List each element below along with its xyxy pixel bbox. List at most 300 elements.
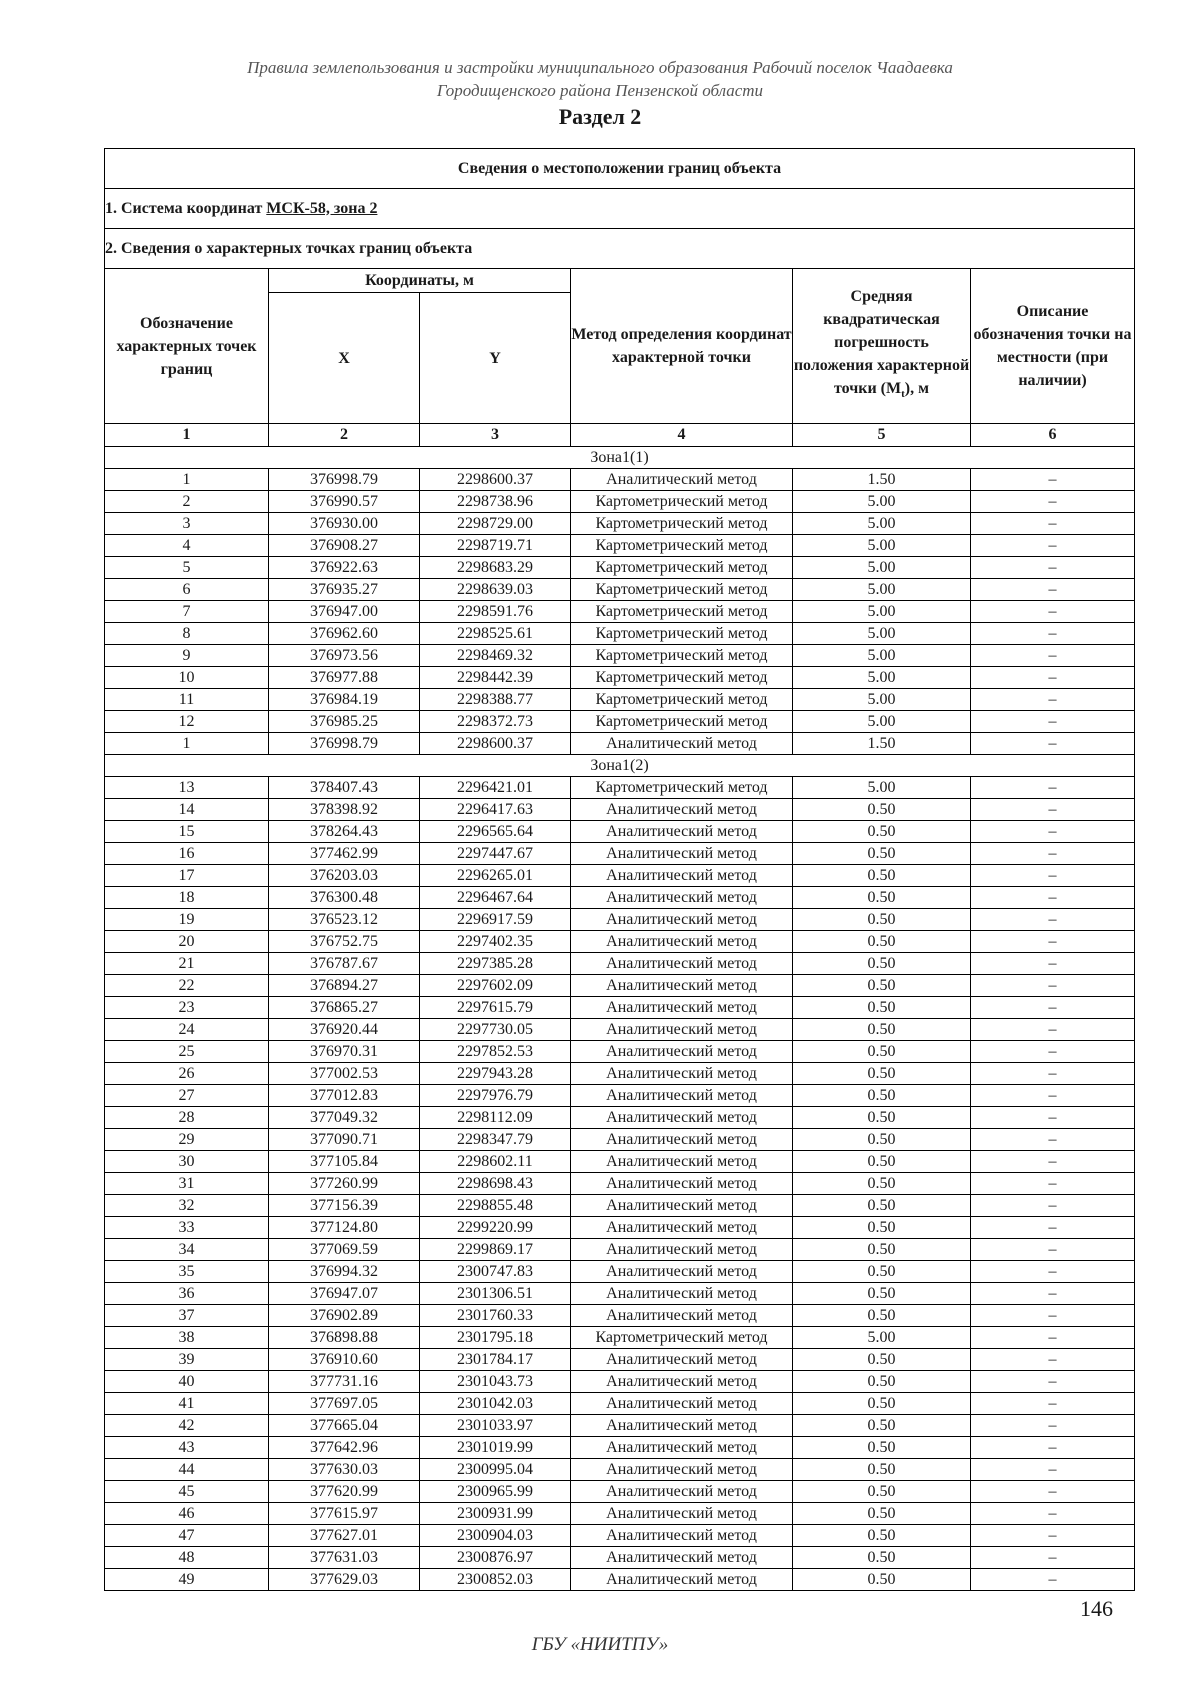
coord-x: 376962.60 [269,623,420,645]
method: Картометрический метод [571,667,793,689]
description: – [971,1195,1135,1217]
description: – [971,1349,1135,1371]
point-id: 27 [105,1085,269,1107]
coord-x: 376970.31 [269,1041,420,1063]
method: Аналитический метод [571,1393,793,1415]
point-id: 24 [105,1019,269,1041]
coord-y: 2298738.96 [420,491,571,513]
error: 0.50 [793,975,971,997]
coord-y: 2300931.99 [420,1503,571,1525]
error: 5.00 [793,535,971,557]
description: – [971,535,1135,557]
coord-x: 377630.03 [269,1459,420,1481]
coord-x: 376908.27 [269,535,420,557]
table-row [105,1261,1135,1283]
coord-x: 376935.27 [269,579,420,601]
table-row [105,1327,1135,1349]
coord-x: 377665.04 [269,1415,420,1437]
column-number: 5 [793,424,971,447]
column-number: 3 [420,424,571,447]
table-row [105,909,1135,931]
description: – [971,1151,1135,1173]
table-row [105,645,1135,667]
description: – [971,1239,1135,1261]
description: – [971,469,1135,491]
column-number: 1 [105,424,269,447]
error: 0.50 [793,865,971,887]
point-id: 13 [105,777,269,799]
method: Аналитический метод [571,469,793,491]
point-id: 47 [105,1525,269,1547]
description: – [971,513,1135,535]
coord-y: 2300876.97 [420,1547,571,1569]
table-row [105,1129,1135,1151]
point-id: 26 [105,1063,269,1085]
error: 5.00 [793,513,971,535]
point-id: 38 [105,1327,269,1349]
point-id: 30 [105,1151,269,1173]
coord-x: 378264.43 [269,821,420,843]
coord-y: 2298683.29 [420,557,571,579]
coord-x: 377731.16 [269,1371,420,1393]
method: Картометрический метод [571,535,793,557]
coord-system-value: МСК-58, зона 2 [266,199,378,217]
error: 0.50 [793,1547,971,1569]
point-id: 3 [105,513,269,535]
method: Аналитический метод [571,931,793,953]
error: 0.50 [793,1261,971,1283]
method: Картометрический метод [571,711,793,733]
coord-y: 2298347.79 [420,1129,571,1151]
error: 5.00 [793,1327,971,1349]
point-id: 40 [105,1371,269,1393]
document-header-line1: Правила землепользования и застройки муниципального образования Рабочий поселок Чаадаевка [247,58,953,77]
table-row [105,1569,1135,1591]
method: Аналитический метод [571,887,793,909]
error: 0.50 [793,1349,971,1371]
description: – [971,1283,1135,1305]
method: Картометрический метод [571,1327,793,1349]
description: – [971,689,1135,711]
method: Аналитический метод [571,909,793,931]
description: – [971,975,1135,997]
point-id: 36 [105,1283,269,1305]
document-header-line2: Городищенского района Пензенской области [436,81,764,100]
method: Аналитический метод [571,865,793,887]
error: 0.50 [793,1415,971,1437]
coord-y: 2296265.01 [420,865,571,887]
point-id: 6 [105,579,269,601]
coord-y: 2298855.48 [420,1195,571,1217]
method: Аналитический метод [571,1217,793,1239]
description: – [971,997,1135,1019]
column-number: 6 [971,424,1135,447]
table-row [105,1503,1135,1525]
coord-y: 2301306.51 [420,1283,571,1305]
description: – [971,1063,1135,1085]
method: Картометрический метод [571,601,793,623]
description: – [971,1261,1135,1283]
method: Аналитический метод [571,1129,793,1151]
point-id: 1 [105,469,269,491]
table-row [105,1371,1135,1393]
zone-label: Зона1(2) [105,755,1135,777]
method: Аналитический метод [571,1415,793,1437]
table-row [105,1217,1135,1239]
point-id: 23 [105,997,269,1019]
section-title: Раздел 2 [558,104,642,129]
column-number: 4 [571,424,793,447]
point-id: 16 [105,843,269,865]
point-id: 15 [105,821,269,843]
point-id: 4 [105,535,269,557]
description: – [971,1305,1135,1327]
table-row [105,1283,1135,1305]
description: – [971,931,1135,953]
method: Аналитический метод [571,1547,793,1569]
col-header-error: Средняя квадратическая погрешность положения характерной точки $(M_t)$, м [793,269,971,424]
point-id: 20 [105,931,269,953]
table-row [105,843,1135,865]
coord-y: 2300747.83 [420,1261,571,1283]
coord-x: 376902.89 [269,1305,420,1327]
table-row [105,887,1135,909]
method: Аналитический метод [571,821,793,843]
table-row [105,1349,1135,1371]
coord-x: 376865.27 [269,997,420,1019]
coord-y: 2298372.73 [420,711,571,733]
description: – [971,1107,1135,1129]
point-id: 9 [105,645,269,667]
point-id: 35 [105,1261,269,1283]
coord-y: 2297602.09 [420,975,571,997]
coord-x: 376977.88 [269,667,420,689]
coord-y: 2300965.99 [420,1481,571,1503]
coord-y: 2298729.00 [420,513,571,535]
table-row [105,1547,1135,1569]
table-row [105,975,1135,997]
table-row [105,579,1135,601]
coord-y: 2298469.32 [420,645,571,667]
table-row [105,1305,1135,1327]
table-row [105,1239,1135,1261]
error: 0.50 [793,931,971,953]
coord-x: 376920.44 [269,1019,420,1041]
point-id: 31 [105,1173,269,1195]
error: 5.00 [793,579,971,601]
col-header-designation: Обозначение характерных точек границ [105,269,269,424]
column-numbers-row [105,424,1135,447]
method: Картометрический метод [571,557,793,579]
description: – [971,733,1135,755]
table-row [105,1173,1135,1195]
coord-x: 376300.48 [269,887,420,909]
table-row [105,1041,1135,1063]
error: 0.50 [793,1305,971,1327]
coord-x: 377156.39 [269,1195,420,1217]
point-id: 17 [105,865,269,887]
description: – [971,1217,1135,1239]
coord-y: 2298600.37 [420,469,571,491]
coord-y: 2298602.11 [420,1151,571,1173]
description: – [971,491,1135,513]
method: Аналитический метод [571,1063,793,1085]
coord-x: 377049.32 [269,1107,420,1129]
coord-y: 2301033.97 [420,1415,571,1437]
coord-system-row [105,189,1135,229]
coord-x: 377069.59 [269,1239,420,1261]
table-row [105,733,1135,755]
zone-label: Зона1(1) [105,447,1135,469]
point-id: 8 [105,623,269,645]
point-id: 34 [105,1239,269,1261]
coord-y: 2298525.61 [420,623,571,645]
description: – [971,843,1135,865]
coord-system-label: 1. Система координат [105,199,267,217]
table-row [105,821,1135,843]
error: 5.00 [793,667,971,689]
zone-row [105,755,1135,777]
table-row [105,469,1135,491]
coord-y: 2300904.03 [420,1525,571,1547]
coord-x: 376523.12 [269,909,420,931]
coord-y: 2297615.79 [420,997,571,1019]
point-id: 14 [105,799,269,821]
point-id: 28 [105,1107,269,1129]
error: 0.50 [793,1525,971,1547]
error: 0.50 [793,1195,971,1217]
error: 5.00 [793,623,971,645]
description: – [971,1503,1135,1525]
table-row [105,1437,1135,1459]
table-row [105,1415,1135,1437]
footer-organization: ГБУ «НИИТПУ» [531,1634,669,1655]
error: 0.50 [793,1481,971,1503]
coord-y: 2299220.99 [420,1217,571,1239]
error: 0.50 [793,1019,971,1041]
table-row [105,1481,1135,1503]
column-number: 2 [269,424,420,447]
error: 0.50 [793,909,971,931]
error: 1.50 [793,469,971,491]
point-id: 46 [105,1503,269,1525]
table-row [105,777,1135,799]
method: Аналитический метод [571,1371,793,1393]
description: – [971,601,1135,623]
coord-y: 2301042.03 [420,1393,571,1415]
point-id: 18 [105,887,269,909]
error: 5.00 [793,645,971,667]
col-header-y: Y [420,293,571,424]
coord-x: 376998.79 [269,733,420,755]
method: Картометрический метод [571,623,793,645]
method: Аналитический метод [571,843,793,865]
coord-x: 376894.27 [269,975,420,997]
coord-y: 2301784.17 [420,1349,571,1371]
coord-x: 377620.99 [269,1481,420,1503]
method: Аналитический метод [571,1481,793,1503]
coord-x: 376752.75 [269,931,420,953]
table-row [105,1195,1135,1217]
table-row [105,1085,1135,1107]
coord-x: 377462.99 [269,843,420,865]
point-id: 41 [105,1393,269,1415]
point-id: 32 [105,1195,269,1217]
error: 0.50 [793,997,971,1019]
coord-y: 2296417.63 [420,799,571,821]
coord-x: 378407.43 [269,777,420,799]
coord-y: 2299869.17 [420,1239,571,1261]
coord-x: 377627.01 [269,1525,420,1547]
coord-x: 376898.88 [269,1327,420,1349]
coord-y: 2300995.04 [420,1459,571,1481]
method: Аналитический метод [571,975,793,997]
col-header-x: X [269,293,420,424]
point-id: 19 [105,909,269,931]
table-row [105,1459,1135,1481]
point-id: 2 [105,491,269,513]
description: – [971,1569,1135,1591]
method: Аналитический метод [571,1173,793,1195]
coord-y: 2297943.28 [420,1063,571,1085]
point-id: 10 [105,667,269,689]
description: – [971,909,1135,931]
description: – [971,711,1135,733]
table-row [105,1525,1135,1547]
description: – [971,579,1135,601]
table-row [105,1107,1135,1129]
point-id: 44 [105,1459,269,1481]
error: 0.50 [793,1569,971,1591]
coord-x: 376998.79 [269,469,420,491]
description: – [971,623,1135,645]
coord-y: 2297385.28 [420,953,571,975]
coord-y: 2298698.43 [420,1173,571,1195]
table-row [105,667,1135,689]
table-row [105,535,1135,557]
error: 0.50 [793,1283,971,1305]
method: Картометрический метод [571,579,793,601]
description: – [971,1327,1135,1349]
error: 0.50 [793,1085,971,1107]
error: 0.50 [793,887,971,909]
method: Картометрический метод [571,777,793,799]
method: Аналитический метод [571,1151,793,1173]
error: 0.50 [793,1393,971,1415]
coord-x: 377260.99 [269,1173,420,1195]
description: – [971,865,1135,887]
point-id: 48 [105,1547,269,1569]
coord-y: 2297447.67 [420,843,571,865]
point-id: 21 [105,953,269,975]
error: 5.00 [793,557,971,579]
coord-x: 376922.63 [269,557,420,579]
error: 0.50 [793,1217,971,1239]
description: – [971,1415,1135,1437]
coord-x: 377615.97 [269,1503,420,1525]
method: Аналитический метод [571,1459,793,1481]
coord-x: 377105.84 [269,1151,420,1173]
coord-x: 377002.53 [269,1063,420,1085]
method: Картометрический метод [571,689,793,711]
method: Аналитический метод [571,1261,793,1283]
method: Аналитический метод [571,1019,793,1041]
error: 0.50 [793,1503,971,1525]
coord-y: 2300852.03 [420,1569,571,1591]
description: – [971,1371,1135,1393]
error: 0.50 [793,843,971,865]
method: Аналитический метод [571,1239,793,1261]
coord-x: 376947.00 [269,601,420,623]
error: 1.50 [793,733,971,755]
error: 0.50 [793,1063,971,1085]
coord-x: 376930.00 [269,513,420,535]
table-title: Сведения о местоположении границ объекта [105,149,1135,189]
zone-row [105,447,1135,469]
error: 0.50 [793,1151,971,1173]
method: Аналитический метод [571,1503,793,1525]
description: – [971,557,1135,579]
point-id: 39 [105,1349,269,1371]
error: 5.00 [793,601,971,623]
coord-x: 376973.56 [269,645,420,667]
method: Картометрический метод [571,645,793,667]
error: 5.00 [793,689,971,711]
table-row [105,1019,1135,1041]
point-id: 25 [105,1041,269,1063]
error: 0.50 [793,1041,971,1063]
method: Аналитический метод [571,1283,793,1305]
method: Аналитический метод [571,1085,793,1107]
description: – [971,1437,1135,1459]
table-row [105,491,1135,513]
coord-y: 2301795.18 [420,1327,571,1349]
method: Аналитический метод [571,733,793,755]
method: Картометрический метод [571,513,793,535]
point-id: 45 [105,1481,269,1503]
point-id: 43 [105,1437,269,1459]
coord-y: 2298719.71 [420,535,571,557]
method: Аналитический метод [571,1569,793,1591]
table-row [105,1063,1135,1085]
method: Аналитический метод [571,1437,793,1459]
table-row [105,513,1135,535]
coord-y: 2298442.39 [420,667,571,689]
coord-x: 376947.07 [269,1283,420,1305]
coord-y: 2298639.03 [420,579,571,601]
point-id: 1 [105,733,269,755]
error: 0.50 [793,1107,971,1129]
coord-y: 2297730.05 [420,1019,571,1041]
col-header-description: Описание обозначения точки на местности (при наличии) [971,269,1135,424]
error: 0.50 [793,1129,971,1151]
method: Аналитический метод [571,997,793,1019]
coord-x: 377642.96 [269,1437,420,1459]
coord-y: 2296917.59 [420,909,571,931]
table-row [105,1393,1135,1415]
description: – [971,1547,1135,1569]
point-id: 7 [105,601,269,623]
page-number: 146 [1080,1596,1113,1621]
coord-x: 377124.80 [269,1217,420,1239]
method: Аналитический метод [571,799,793,821]
error: 0.50 [793,1173,971,1195]
description: – [971,1041,1135,1063]
table-row [105,601,1135,623]
method: Аналитический метод [571,953,793,975]
error: 0.50 [793,1371,971,1393]
coord-y: 2297402.35 [420,931,571,953]
